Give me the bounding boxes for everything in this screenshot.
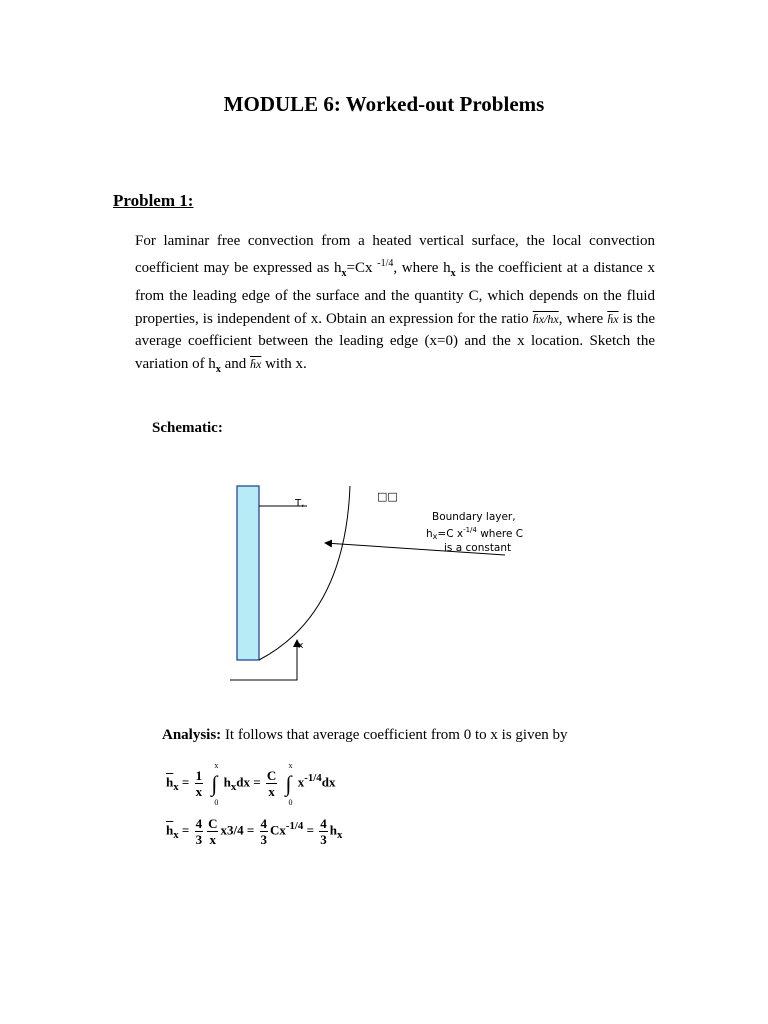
average-coefficient-symbol-2: h̄x <box>249 356 262 371</box>
schematic-label: Schematic: <box>152 420 223 436</box>
boundary-layer-line1: Boundary layer, <box>432 511 516 523</box>
equation-2: $\overline{h}_x$ = $\frac{4}{3}$ $\frac{C}{x}$ x3/4 = $\frac{4}{3}$ $Cx^{-1/4}$ = $\frac{4}{3}$ $h_x$ <box>166 816 343 847</box>
equation-1: $\overline{h}_x$ = $\frac{1}{x}$ ∫ x 0 $h_xdx$ = $\frac{C}{x}$ ∫ x 0 $x^{-1/4}dx$ <box>166 760 336 807</box>
average-coefficient-symbol: h̄x <box>607 311 619 326</box>
ratio-symbol: h̄x/hx <box>532 311 559 326</box>
boundary-layer-line3: is a constant <box>444 542 512 554</box>
heated-plate <box>237 486 259 660</box>
velocity-symbol: □□ <box>377 490 398 503</box>
problem-heading: Problem 1: <box>113 191 194 210</box>
temperature-label: T, <box>295 498 305 509</box>
problem-statement: For laminar free convection from a heated vertical surface, the local convection coefficient may be expressed as $h_x=Cx$ $^{-1/4}$, where $h_x$ is the coefficient at a distance x from the leading edge of the surface and the quantity C, which depends on the fluid properties, is independent of x. Obtain an expression for the ratio h̄x/hx, where h̄x is the average coefficient between the leading edge (x=0) and the x location. Sketch the variation of $h_x$ and h̄x with x. <box>135 233 655 375</box>
page-title: MODULE 6: Worked-out Problems <box>223 92 545 116</box>
x-axis-label: x <box>298 641 304 651</box>
boundary-layer-curve <box>259 486 350 660</box>
analysis-line: Analysis: It follows that average coefficient from 0 to x is given by <box>162 727 568 743</box>
boundary-layer-line2: hx=C $x^{-1/4}$ where C <box>426 526 524 541</box>
